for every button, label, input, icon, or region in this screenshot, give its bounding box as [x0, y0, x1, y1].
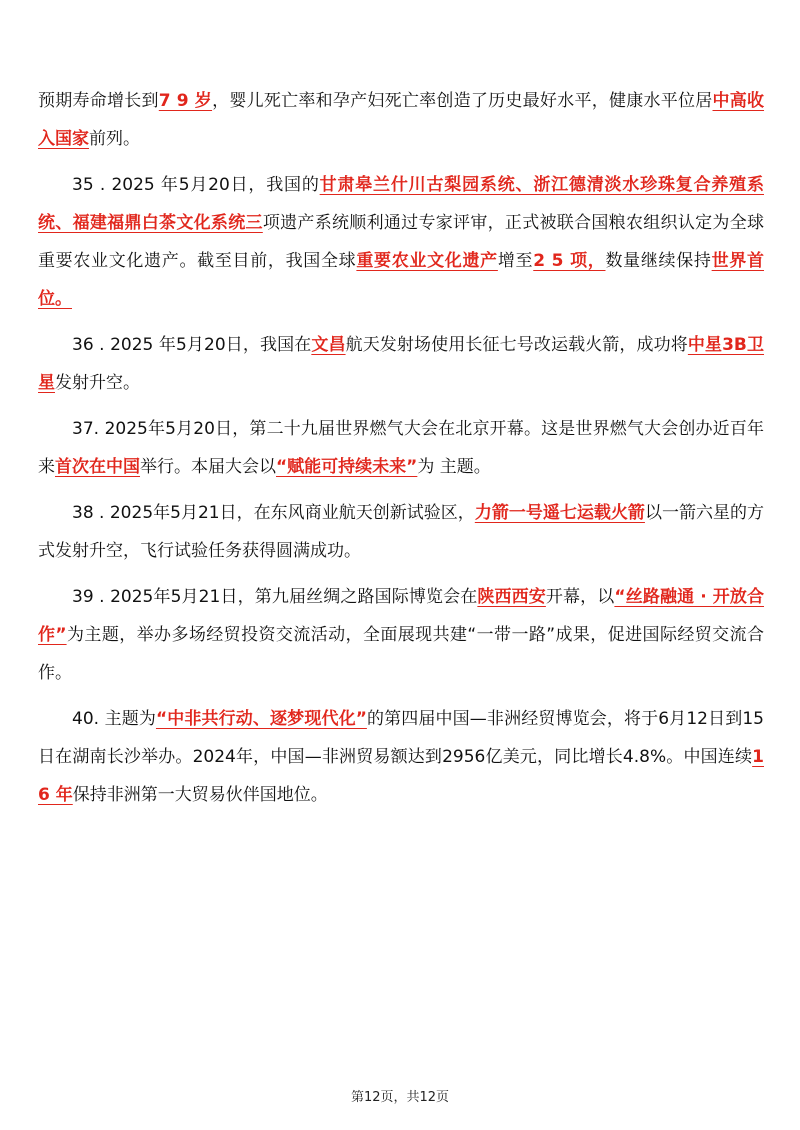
paragraph-continuation: [38, 82, 764, 158]
body-text: 36 . 2025 年5月20日，我国在: [72, 335, 312, 355]
body-text: 为 主题。: [417, 457, 491, 477]
body-text: 前列。: [89, 129, 140, 149]
page-footer: [0, 1086, 800, 1105]
paragraph-item-38: [38, 494, 764, 570]
paragraph-item-36: [38, 326, 764, 402]
highlighted-text: 陕西西安: [477, 587, 546, 607]
body-text: 38 . 2025年5月21日，在东风商业航天创新试验区，: [72, 503, 475, 523]
paragraph-item-40: [38, 700, 764, 814]
highlighted-text: 7 9 岁: [158, 91, 213, 111]
body-text: 的第四届中国—非洲经贸博览会，将于6月12日到15日在湖南长沙举办。2024年，中国—非洲贸易额达到2956亿美元，同比增长4.8%。中国连续: [38, 709, 764, 767]
highlighted-text: “丝路融通 · 开放合作”: [38, 587, 765, 645]
highlighted-text: 力箭一号遥七运载火箭: [474, 503, 645, 523]
highlighted-text: 甘肃皋兰什川古梨园系统、浙江德清淡水珍珠复合养殖系统、福建福鼎白茶文化系统三: [38, 175, 764, 233]
body-text: 保持非洲第一大贸易伙伴国地位。: [72, 785, 328, 805]
highlighted-text: 中高收入国家: [38, 91, 765, 149]
body-text: 航天发射场使用长征七号改运载火箭，成功将: [345, 335, 688, 355]
paragraph-item-37: [38, 410, 764, 486]
highlighted-text: 首次在中国: [55, 457, 140, 477]
body-text: 以一箭六星的方式发射升空，飞行试验任务获得圆满成功。: [38, 503, 765, 561]
paragraph-item-35: [38, 166, 764, 318]
highlighted-text: 1 6 年: [38, 747, 764, 805]
page-number-label: 第12页，共12页: [350, 1090, 450, 1105]
body-text: ，婴儿死亡率和孕产妇死亡率创造了历史最好水平，健康水平位居: [212, 91, 713, 111]
body-text: 39 . 2025年5月21日，第九届丝绸之路国际博览会在: [72, 587, 478, 607]
highlighted-text: 2 5 项，: [533, 251, 606, 271]
body-text: 预期寿命增长到: [38, 91, 159, 111]
body-text: 举行。本届大会以: [140, 457, 276, 477]
body-text: 为主题，举办多场经贸投资交流活动，全面展现共建“一带一路”成果，促进国际经贸交流合作。: [38, 625, 764, 683]
body-text: 增至: [497, 251, 534, 271]
highlighted-text: “赋能可持续未来”: [276, 457, 418, 477]
body-text: 数量继续保持: [605, 251, 712, 271]
body-text: 35 . 2025 年5月20日，我国的: [72, 175, 320, 195]
highlighted-text: “中非共行动、逐梦现代化”: [155, 709, 367, 729]
body-text: 40. 主题为: [72, 709, 156, 729]
highlighted-text: 重要农业文化遗产: [356, 251, 498, 271]
document-body: [38, 82, 764, 822]
body-text: 开幕，以: [545, 587, 615, 607]
paragraph-item-39: [38, 578, 764, 692]
highlighted-text: 中星3B卫星: [38, 335, 765, 393]
body-text: 发射升空。: [55, 373, 140, 393]
highlighted-text: 文昌: [311, 335, 346, 355]
body-text: 项遗产系统顺利通过专家评审，正式被联合国粮农组织认定为全球重要农业文化遗产。截至目前，我国全球: [38, 213, 765, 271]
body-text: 37. 2025年5月20日，第二十九届世界燃气大会在北京开幕。这是世界燃气大会创办近百年来: [38, 419, 764, 477]
highlighted-text: 世界首位。: [38, 251, 764, 309]
